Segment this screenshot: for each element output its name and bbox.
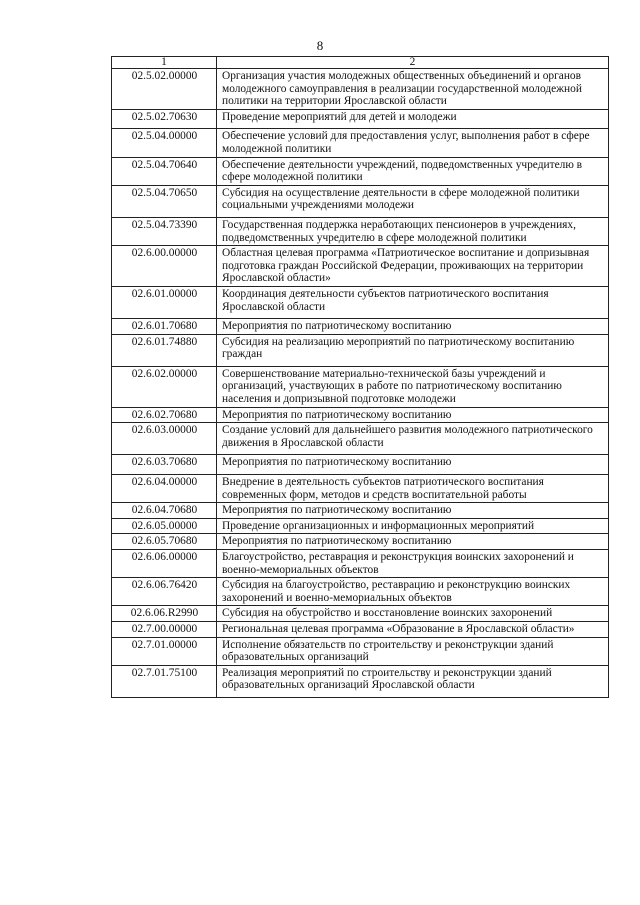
row-name: Региональная целевая программа «Образование в Ярославской области»	[217, 621, 609, 637]
row-name: Субсидия на реализацию мероприятий по патриотическому воспитанию граждан	[217, 334, 609, 366]
row-name: Мероприятия по патриотическому воспитанию	[217, 534, 609, 550]
row-name: Субсидия на обустройство и восстановление воинских захоронений	[217, 606, 609, 622]
row-code: 02.6.00.00000	[112, 246, 217, 287]
row-code: 02.5.04.00000	[112, 129, 217, 157]
table-row	[112, 578, 609, 606]
row-code: 02.6.05.70680	[112, 534, 217, 550]
table-row	[112, 129, 609, 157]
table-row	[112, 534, 609, 550]
row-code: 02.6.01.74880	[112, 334, 217, 366]
row-code: 02.6.06.76420	[112, 578, 217, 606]
table-row	[112, 319, 609, 335]
row-name: Реализация мероприятий по строительству и реконструкции зданий образовательных организаций Ярославской области	[217, 665, 609, 697]
table-row	[112, 366, 609, 407]
row-name: Областная целевая программа «Патриотическое воспитание и допризывная подготовка граждан Российской Федерации, проживающих на территории Ярославской области»	[217, 246, 609, 287]
row-name: Организация участия молодежных общественных объединений и органов молодежного самоуправления в реализации государственной молодежной политики на территории Ярославской области	[217, 69, 609, 110]
row-code: 02.7.01.75100	[112, 665, 217, 697]
row-code: 02.6.04.70680	[112, 503, 217, 519]
table-row	[112, 606, 609, 622]
row-code: 02.6.05.00000	[112, 518, 217, 534]
row-name: Координация деятельности субъектов патриотического воспитания Ярославской области	[217, 286, 609, 318]
table-row	[112, 109, 609, 129]
row-name: Субсидия на осуществление деятельности в сфере молодежной политики социальными учреждениями молодежи	[217, 185, 609, 217]
budget-code-table	[111, 56, 609, 698]
row-code: 02.5.02.00000	[112, 69, 217, 110]
row-code: 02.6.01.70680	[112, 319, 217, 335]
row-code: 02.6.02.70680	[112, 407, 217, 423]
table-row	[112, 455, 609, 475]
column-header-code: 1	[112, 57, 217, 69]
row-code: 02.5.04.73390	[112, 217, 217, 245]
row-code: 02.5.04.70650	[112, 185, 217, 217]
table-row	[112, 286, 609, 318]
table-row	[112, 69, 609, 110]
table-row	[112, 423, 609, 455]
row-name: Обеспечение условий для предоставления услуг, выполнения работ в сфере молодежной политики	[217, 129, 609, 157]
table-row	[112, 550, 609, 578]
table-row	[112, 518, 609, 534]
row-name: Мероприятия по патриотическому воспитанию	[217, 319, 609, 335]
row-code: 02.5.04.70640	[112, 157, 217, 185]
row-code: 02.6.04.00000	[112, 475, 217, 503]
row-code: 02.6.03.00000	[112, 423, 217, 455]
row-name: Исполнение обязательств по строительству и реконструкции зданий образовательных организаций	[217, 637, 609, 665]
page-number: 8	[316, 38, 324, 53]
row-name: Внедрение в деятельность субъектов патриотического воспитания современных форм, методов и средств воспитательной работы	[217, 475, 609, 503]
table-row	[112, 621, 609, 637]
row-name: Создание условий для дальнейшего развития молодежного патриотического движения в Ярославской области	[217, 423, 609, 455]
row-name: Обеспечение деятельности учреждений, подведомственных учредителю в сфере молодежной политики	[217, 157, 609, 185]
column-header-name: 2	[217, 57, 609, 69]
table-row	[112, 334, 609, 366]
row-name: Совершенствование материально-технической базы учреждений и организаций, участвующих в работе по патриотическому воспитанию населения и допризывной подготовке молодежи	[217, 366, 609, 407]
row-name: Субсидия на благоустройство, реставрацию и реконструкцию воинских захоронений и военно-мемориальных объектов	[217, 578, 609, 606]
row-code: 02.5.02.70630	[112, 109, 217, 129]
table-row	[112, 157, 609, 185]
table-row	[112, 475, 609, 503]
row-name: Проведение мероприятий для детей и молодежи	[217, 109, 609, 129]
row-code: 02.6.06.00000	[112, 550, 217, 578]
row-code: 02.6.03.70680	[112, 455, 217, 475]
table-row	[112, 665, 609, 697]
row-code: 02.6.01.00000	[112, 286, 217, 318]
row-code: 02.6.02.00000	[112, 366, 217, 407]
row-name: Государственная поддержка неработающих пенсионеров в учреждениях, подведомственных учредителю в сфере молодежной политики	[217, 217, 609, 245]
table-row	[112, 503, 609, 519]
row-name: Благоустройство, реставрация и реконструкция воинских захоронений и военно-мемориальных объектов	[217, 550, 609, 578]
row-code: 02.7.01.00000	[112, 637, 217, 665]
row-name: Проведение организационных и информационных мероприятий	[217, 518, 609, 534]
table-row	[112, 246, 609, 287]
row-name: Мероприятия по патриотическому воспитанию	[217, 407, 609, 423]
table-row	[112, 637, 609, 665]
table-header-row	[112, 57, 609, 69]
row-name: Мероприятия по патриотическому воспитанию	[217, 503, 609, 519]
row-name: Мероприятия по патриотическому воспитанию	[217, 455, 609, 475]
table-row	[112, 185, 609, 217]
row-code: 02.7.00.00000	[112, 621, 217, 637]
row-code: 02.6.06.R2990	[112, 606, 217, 622]
table-row	[112, 217, 609, 245]
table-row	[112, 407, 609, 423]
